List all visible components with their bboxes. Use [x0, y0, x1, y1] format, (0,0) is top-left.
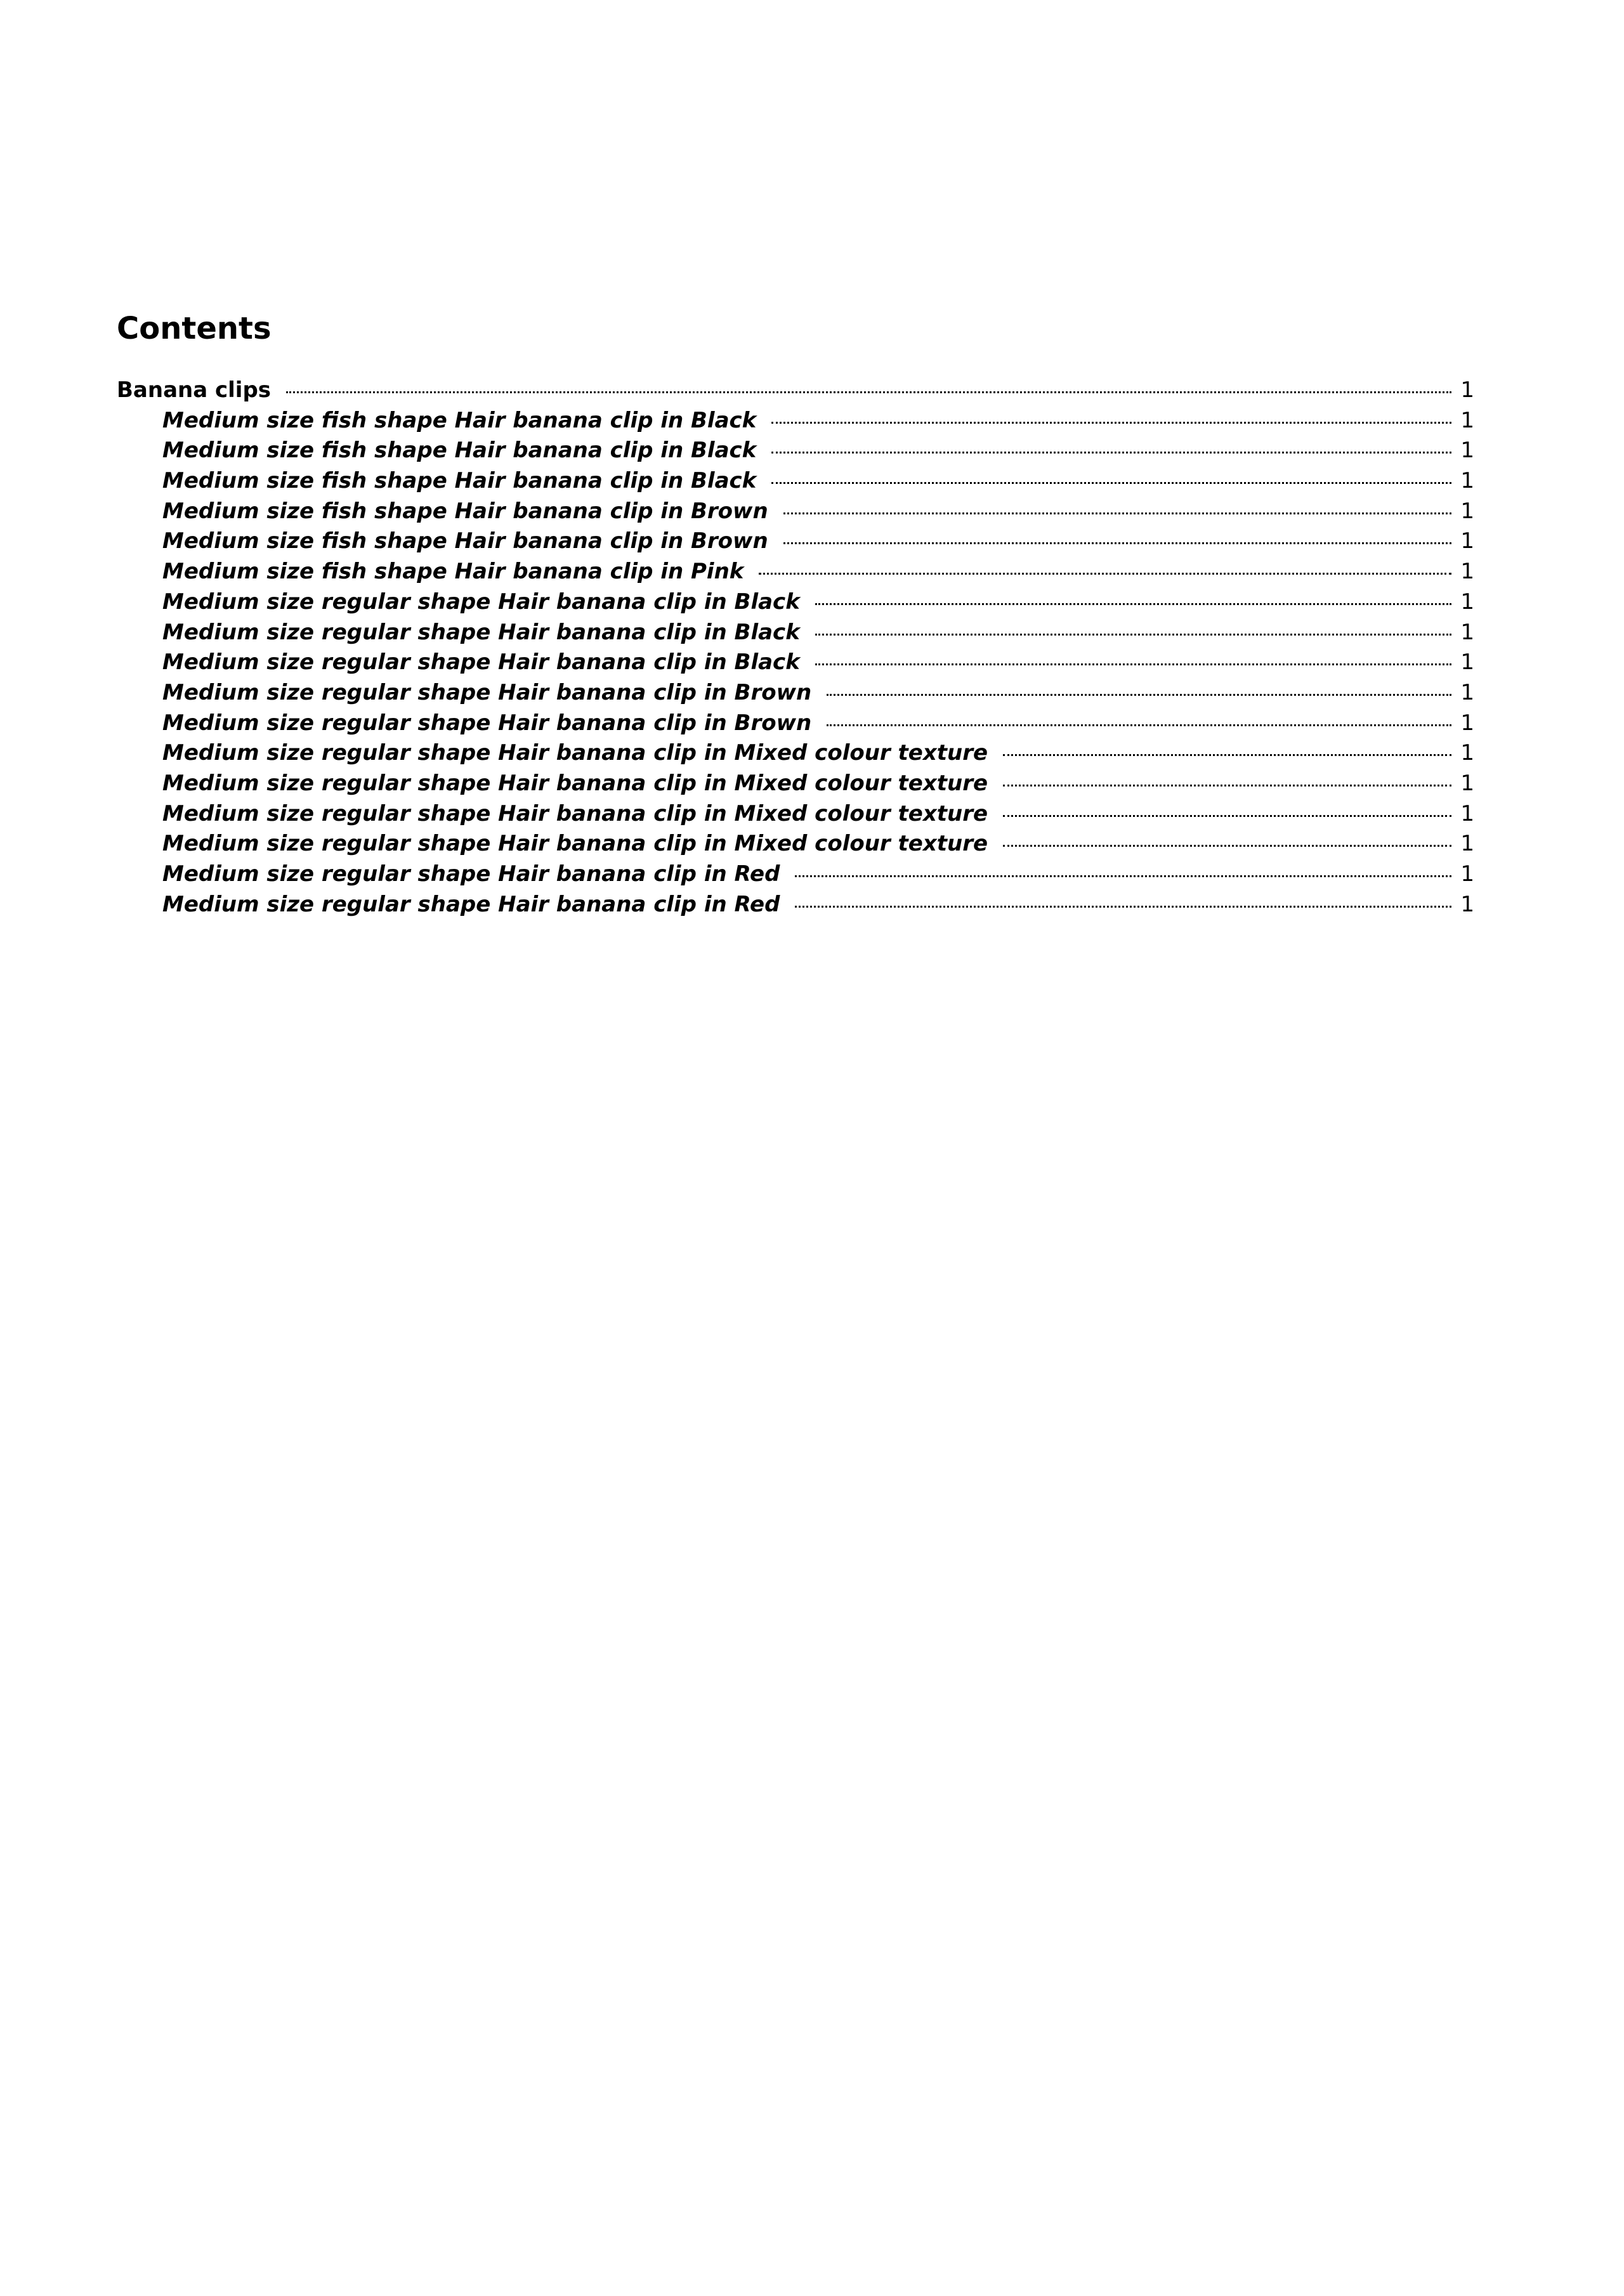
toc-dot-leader	[1003, 785, 1451, 786]
toc-entry-title: Medium size regular shape Hair banana clip in Mixed colour texture	[162, 831, 988, 857]
toc-dot-leader	[795, 906, 1451, 908]
toc-entry-title: Medium size fish shape Hair banana clip in Black	[162, 438, 757, 464]
toc-page-number: 1	[1460, 800, 1474, 826]
toc-subsection-entry[interactable]	[117, 799, 1474, 830]
toc-page-number: 1	[1460, 468, 1474, 494]
toc-subsection-entry[interactable]	[117, 678, 1474, 708]
toc-dot-leader	[771, 422, 1451, 424]
toc-subsection-entry[interactable]	[117, 526, 1474, 557]
toc-subsection-entry[interactable]	[117, 497, 1474, 527]
toc-entry-title: Medium size fish shape Hair banana clip in Black	[162, 407, 757, 433]
toc-entry-title: Medium size regular shape Hair banana clip in Black	[162, 619, 800, 645]
toc-subsection-entry[interactable]	[117, 618, 1474, 648]
toc-subsection-entry[interactable]	[117, 648, 1474, 678]
toc-subsection-entry[interactable]	[117, 436, 1474, 466]
toc-entry-title: Medium size regular shape Hair banana clip in Brown	[162, 679, 812, 705]
toc-subsection-entry[interactable]	[117, 708, 1474, 739]
toc-entry-title: Medium size regular shape Hair banana clip in Mixed colour texture	[162, 770, 988, 796]
toc-dot-leader	[771, 452, 1451, 453]
toc-page-number: 1	[1460, 649, 1474, 675]
toc-subsection-entry[interactable]	[117, 829, 1474, 859]
toc-dot-leader	[286, 391, 1451, 393]
toc-subsection-entry[interactable]	[117, 587, 1474, 618]
toc-entry-title: Medium size fish shape Hair banana clip in Pink	[162, 559, 744, 585]
toc-subsection-entry[interactable]	[117, 738, 1474, 769]
toc-entry-title: Medium size regular shape Hair banana clip in Red	[162, 891, 780, 917]
toc-entry-title: Medium size regular shape Hair banana clip in Mixed colour texture	[162, 740, 988, 766]
toc-dot-leader	[795, 875, 1451, 877]
toc-dot-leader	[783, 542, 1451, 544]
toc-dot-leader	[815, 603, 1451, 605]
toc-page-number: 1	[1460, 589, 1474, 615]
toc-entry-title: Medium size fish shape Hair banana clip in Brown	[162, 528, 768, 554]
toc-dot-leader	[1003, 754, 1451, 756]
toc-page-number: 1	[1460, 740, 1474, 766]
toc-page-number: 1	[1460, 831, 1474, 857]
toc-dot-leader	[815, 634, 1451, 636]
toc-page-number: 1	[1460, 528, 1474, 554]
toc-section-entry[interactable]	[117, 375, 1474, 406]
toc-page-number: 1	[1460, 891, 1474, 917]
toc-entry-title: Medium size regular shape Hair banana clip in Black	[162, 649, 800, 675]
toc-entry-title: Medium size regular shape Hair banana clip in Brown	[162, 710, 812, 736]
toc-dot-leader	[1003, 815, 1451, 817]
toc-page-number: 1	[1460, 710, 1474, 736]
toc-dot-leader	[759, 573, 1451, 575]
toc-subsection-entry[interactable]	[117, 406, 1474, 436]
toc-page-number: 1	[1460, 438, 1474, 464]
toc-page-number: 1	[1460, 498, 1474, 524]
toc-subsection-entry[interactable]	[117, 859, 1474, 890]
toc-dot-leader	[827, 724, 1451, 726]
toc-dot-leader	[815, 663, 1451, 665]
toc-entry-title: Medium size regular shape Hair banana clip in Red	[162, 861, 780, 887]
toc-page-number: 1	[1460, 559, 1474, 585]
toc-entry-title: Medium size regular shape Hair banana clip in Black	[162, 589, 800, 615]
toc-heading: Contents	[117, 311, 272, 346]
toc-entry-title: Medium size fish shape Hair banana clip in Black	[162, 468, 757, 494]
toc-subsection-entry[interactable]	[117, 769, 1474, 799]
toc-subsection-entry[interactable]	[117, 890, 1474, 920]
toc-subsection-entry[interactable]	[117, 466, 1474, 497]
toc-page-number: 1	[1460, 407, 1474, 433]
toc-dot-leader	[827, 694, 1451, 696]
toc-subsection-entry[interactable]	[117, 557, 1474, 587]
toc-page-number: 1	[1460, 861, 1474, 887]
toc-entry-title: Banana clips	[117, 377, 272, 403]
toc-entry-title: Medium size fish shape Hair banana clip in Brown	[162, 498, 768, 524]
table-of-contents	[117, 375, 1474, 920]
toc-page-number: 1	[1460, 770, 1474, 796]
toc-page-number: 1	[1460, 377, 1474, 403]
toc-entry-title: Medium size regular shape Hair banana clip in Mixed colour texture	[162, 800, 988, 826]
toc-dot-leader	[771, 482, 1451, 484]
toc-page-number: 1	[1460, 679, 1474, 705]
toc-page-number: 1	[1460, 619, 1474, 645]
toc-dot-leader	[1003, 845, 1451, 847]
toc-dot-leader	[783, 512, 1451, 514]
